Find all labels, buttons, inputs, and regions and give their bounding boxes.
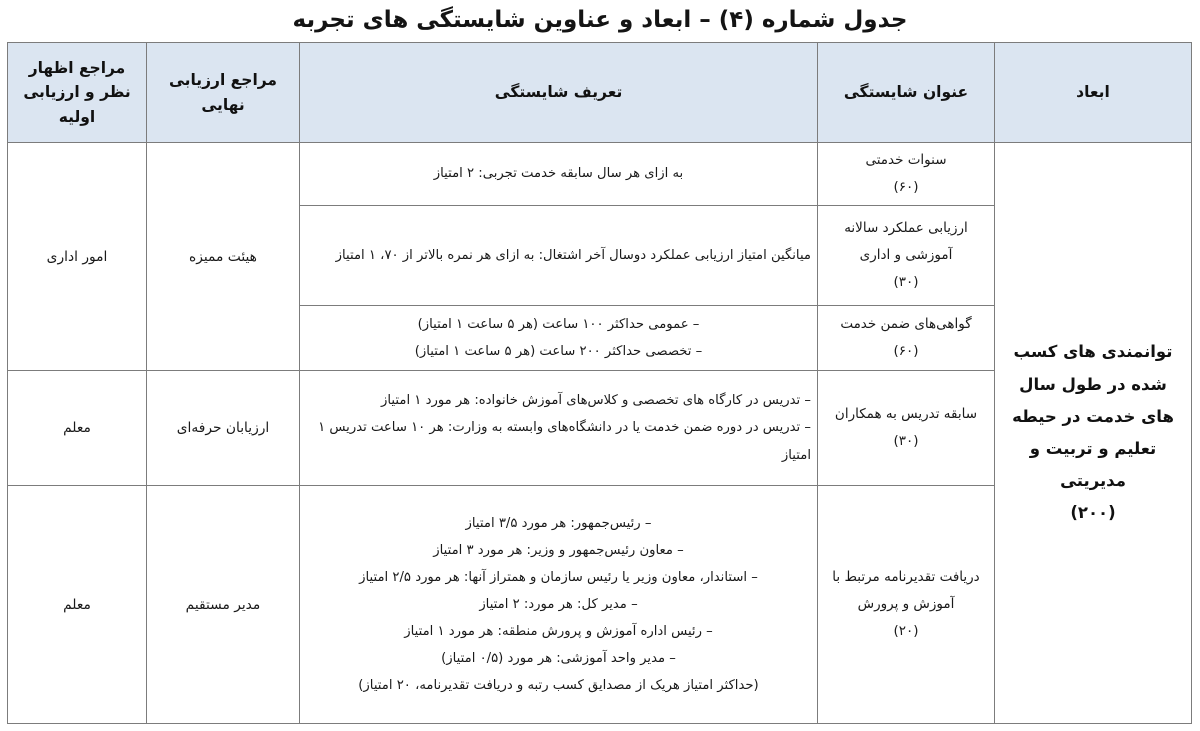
competency-title-cell (818, 206, 995, 306)
definition-note: (حداکثر امتیاز هریک از مصدایق کسب رتبه و دریافت تقدیرنامه، ۲۰ امتیاز) (358, 678, 759, 694)
definition-line: – مدیر کل: هر مورد: ۲ امتیاز (479, 596, 638, 612)
dimension-line: توانمندی های کسب (1013, 342, 1173, 362)
competency-title-cell (818, 371, 995, 486)
definition-line: – مدیر واحد آموزشی: هر مورد (۰/۵ امتیاز) (441, 651, 676, 667)
final-evaluator-cell: مدیر مستقیم (147, 486, 300, 724)
initial-evaluator-cell: معلم (8, 486, 147, 724)
definition-line: – رئیس اداره آموزش و پرورش منطقه: هر مورد ۱ امتیاز (404, 624, 713, 640)
final-evaluator-cell: ارزیابان حرفه‌ای (147, 371, 300, 486)
initial-evaluator-cell: امور اداری (8, 143, 147, 371)
competency-definition-cell (300, 306, 818, 371)
competency-score: (۳۰) (893, 274, 919, 290)
definition-line: – استاندار، معاون وزیر یا رئیس سازمان و همتراز آنها: هر مورد ۲/۵ امتیاز (359, 569, 758, 585)
competency-title: گواهی‌های ضمن خدمت (840, 316, 972, 332)
competency-title: آموزشی و اداری (859, 247, 953, 263)
competency-definition-cell (300, 143, 818, 206)
definition-line: به ازای هر سال سابقه خدمت تجربی: ۲ امتیاز (433, 166, 684, 182)
dimension-line: های خدمت در حیطه (1012, 406, 1174, 426)
table-container (8, 42, 1192, 722)
competency-definition-cell (300, 486, 818, 724)
dimension-line: تعلیم و تربیت و (1029, 439, 1157, 458)
dimension-line: شده در طول سال (1019, 374, 1167, 394)
dimension-score: (۲۰۰) (1070, 503, 1116, 523)
competency-score: (۲۰) (893, 623, 919, 639)
definition-line: – تدریس در دوره ضمن خدمت یا در دانشگاه‌های وابسته به وزارت: هر ۱۰ ساعت تدریس ۱ امتیاز (318, 420, 811, 463)
final-evaluator-cell: هیئت ممیزه (147, 143, 300, 371)
initial-evaluator-cell: معلم (8, 371, 147, 486)
header-row (8, 43, 1192, 143)
competency-title-cell (818, 306, 995, 371)
definition-line: – معاون رئیس‌جمهور و وزیر: هر مورد ۳ امتیاز (433, 542, 684, 558)
competency-score: (۶۰) (893, 179, 919, 195)
table-header (8, 43, 1192, 143)
competency-title-cell (818, 486, 995, 724)
table-row (8, 143, 1192, 206)
column-header-onvan-shayestegi: عنوان شایستگی (818, 43, 995, 143)
competency-title: سنوات خدمتی (865, 152, 947, 168)
table-body (8, 143, 1192, 724)
competency-definition-cell (300, 206, 818, 306)
competency-title-cell (818, 143, 995, 206)
competency-title: سابقه تدریس به همکاران (834, 406, 978, 422)
column-header-abad: ابعاد (995, 43, 1192, 143)
dimension-line: مدیریتی (1060, 471, 1126, 491)
competency-table (7, 42, 1192, 724)
dimension-cell (995, 143, 1192, 724)
definition-line: – عمومی حداکثر ۱۰۰ ساعت (هر ۵ ساعت ۱ امتیاز) (417, 316, 700, 332)
column-header-maraje-arzyabi-nahai: مراجع ارزیابی نهایی (147, 43, 300, 143)
competency-title: ارزیابی عملکرد سالانه (844, 220, 968, 236)
definition-line: – رئیس‌جمهور: هر مورد ۳/۵ امتیاز (465, 515, 652, 531)
definition-line: – تدریس در کارگاه های تخصصی و کلاس‌های آموزش خانواده: هر مورد ۱ امتیاز (381, 393, 811, 409)
column-header-tarif-shayestegi: تعریف شایستگی (300, 43, 818, 143)
competency-score: (۳۰) (893, 433, 919, 449)
definition-line: – تخصصی حداکثر ۲۰۰ ساعت (هر ۵ ساعت ۱ امتیاز) (414, 344, 703, 359)
column-header-maraje-ezhar-nazar: مراجع اظهار نظر و ارزیابی اولیه (8, 43, 147, 143)
competency-score: (۶۰) (893, 343, 919, 359)
competency-title: دریافت تقدیرنامه مرتبط با (832, 569, 980, 585)
page-title: جدول شماره (۴) – ابعاد و عناوین شایستگی های تجربه (292, 7, 908, 33)
definition-line: میانگین امتیاز ارزیابی عملکرد دوسال آخر اشتغال: به ازای هر نمره بالاتر از ۷۰، ۱ امتیاز (335, 247, 811, 263)
competency-title: آموزش و پرورش (857, 596, 955, 612)
competency-definition-cell (300, 371, 818, 486)
